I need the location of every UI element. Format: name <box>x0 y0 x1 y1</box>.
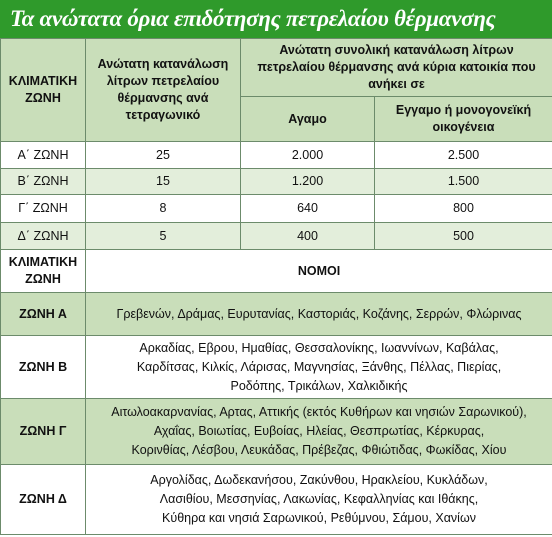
single-cell: 400 <box>241 223 375 250</box>
per-sqm-cell: 5 <box>86 223 241 250</box>
prefecture-line: Καρδίτσας, Κιλκίς, Λάρισας, Μαγνησίας, Ξάνθης, Πέλλας, Πιερίας, <box>136 359 502 374</box>
prefecture-line: Γρεβενών, Δράμας, Ευρυτανίας, Καστοριάς, Κοζάνης, Σερρών, Φλώρινας <box>116 306 522 321</box>
header-married: Εγγαμο ή μονογονεϊκή οικογένεια <box>375 97 552 142</box>
zone-row <box>1 336 552 399</box>
prefecture-line: Κύθηρα και νησιά Σαρωνικού, Ρεθύμνου, Σάμου, Χανίων <box>162 511 476 525</box>
header-max-total: Ανώτατη συνολική κατανάλωση λίτρων πετρελαίου θέρμανσης ανά κύρια κατοικία που ανήκει σε <box>241 39 552 97</box>
zone-row <box>1 293 552 336</box>
zone-prefectures <box>86 336 552 399</box>
zone-row <box>1 465 552 535</box>
married-cell: 2.500 <box>375 142 552 169</box>
prefecture-line: Λασιθίου, Μεσσηνίας, Λακωνίας, Κεφαλληνίας και Ιθάκης, <box>159 492 479 506</box>
table-row <box>1 223 552 250</box>
header-max-per-sqm: Ανώτατη κατανάλωση λίτρων πετρελαίου θέρμανσης ανά τετραγωνικό <box>86 39 241 142</box>
header-single: Αγαμο <box>241 97 375 142</box>
per-sqm-cell: 15 <box>86 169 241 195</box>
zone-cell: Γ΄ ΖΩΝΗ <box>1 195 86 223</box>
prefecture-line: Αργολίδας, Δωδεκανήσου, Ζακύνθου, Ηρακλείου, Κυκλάδων, <box>150 473 488 487</box>
prefecture-line: Αχαΐας, Βοιωτίας, Ευβοίας, Ηλείας, Θεσπρωτίας, Κέρκυρας, <box>153 424 485 438</box>
zone-prefectures <box>86 465 552 535</box>
per-sqm-cell: 25 <box>86 142 241 169</box>
page-title: Τα ανώτατα όρια επιδότησης πετρελαίου θέρμανσης <box>0 0 552 38</box>
table-row <box>1 195 552 223</box>
prefectures-header-climate-zone: ΚΛΙΜΑΤΙΚΗ ΖΩΝΗ <box>1 250 86 293</box>
prefecture-line: Αρκαδίας, Εβρου, Ημαθίας, Θεσσαλονίκης, Ιωαννίνων, Καβάλας, <box>139 340 499 355</box>
table-row <box>1 169 552 195</box>
per-sqm-cell: 8 <box>86 195 241 223</box>
zone-prefectures <box>86 293 552 336</box>
prefecture-line: Ροδόπης, Τρικάλων, Χαλκιδικής <box>230 378 408 393</box>
married-cell: 500 <box>375 223 552 250</box>
married-cell: 800 <box>375 195 552 223</box>
zone-cell: Β΄ ΖΩΝΗ <box>1 169 86 195</box>
single-cell: 2.000 <box>241 142 375 169</box>
zone-cell: Δ΄ ΖΩΝΗ <box>1 223 86 250</box>
prefectures-header-title: ΝΟΜΟΙ <box>86 250 552 293</box>
table-row <box>1 142 552 169</box>
zone-row <box>1 399 552 465</box>
zone-name: ΖΩΝΗ Δ <box>1 465 86 535</box>
married-cell: 1.500 <box>375 169 552 195</box>
zone-name: ΖΩΝΗ Β <box>1 336 86 399</box>
subsidy-table <box>0 38 552 535</box>
single-cell: 640 <box>241 195 375 223</box>
single-cell: 1.200 <box>241 169 375 195</box>
prefecture-line: Αιτωλοακαρνανίας, Αρτας, Αττικής (εκτός Κυθήρων και νησιών Σαρωνικού), <box>111 405 527 419</box>
prefecture-line: Κορινθίας, Λέσβου, Λευκάδας, Πρέβεζας, Φθιώτιδας, Φωκίδας, Χίου <box>131 443 507 457</box>
zone-cell: Α΄ ΖΩΝΗ <box>1 142 86 169</box>
zone-name: ΖΩΝΗ Α <box>1 293 86 336</box>
header-climate-zone: ΚΛΙΜΑΤΙΚΗ ΖΩΝΗ <box>1 39 86 142</box>
zone-prefectures <box>86 399 552 465</box>
zone-name: ΖΩΝΗ Γ <box>1 399 86 465</box>
